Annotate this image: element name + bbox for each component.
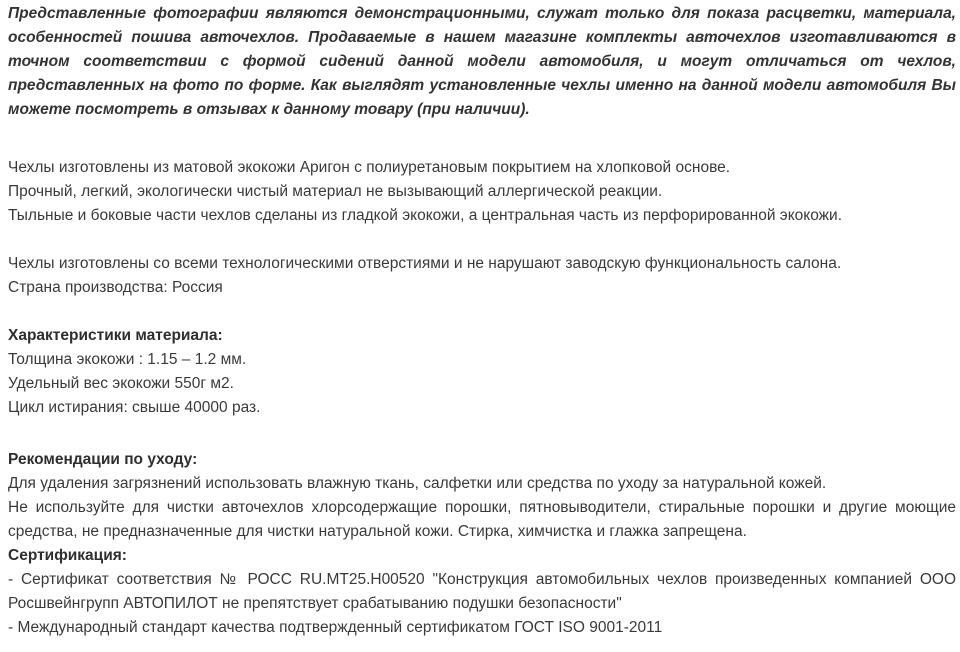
- functionality-line: Чехлы изготовлены со всеми технологическими отверстиями и не нарушают заводскую функциональность салона.: [8, 255, 842, 272]
- certification-section: [8, 544, 956, 640]
- functionality-info: [8, 252, 956, 300]
- certificate-item: - Сертификат соответствия № РОСС RU.MT25.H00520 "Конструкция автомобильных чехлов произведенных компанией ООО Росшвейнгрупп АВТОПИЛОТ не препятствует срабатыванию подушки безопасности": [8, 571, 956, 612]
- material-description: [8, 156, 956, 228]
- characteristic-item: Толщина экокожи : 1.15 – 1.2 мм.: [8, 351, 247, 368]
- material-line: Чехлы изготовлены из матовой экокожи Аригон с полиуретановым покрытием на хлопковой основе.: [8, 159, 731, 176]
- characteristic-item: Удельный вес экокожи 550г м2.: [8, 375, 234, 392]
- material-line: Тыльные и боковые части чехлов сделаны из гладкой экокожи, а центральная часть из перфорированной экокожи.: [8, 207, 843, 224]
- care-section: [8, 448, 956, 544]
- certification-heading: Сертификация:: [8, 547, 127, 564]
- care-line: Для удаления загрязнений использовать влажную ткань, салфетки или средства по уходу за натуральной кожей.: [8, 475, 827, 492]
- characteristics-section: [8, 324, 956, 420]
- care-heading: Рекомендации по уходу:: [8, 451, 198, 468]
- spacer: [8, 228, 956, 252]
- care-warning: Не используйте для чистки авточехлов хлорсодержащие порошки, пятновыводители, стиральные порошки и другие моющие средства, не предназначенные для чистки натуральной кожи. Стирка, химчистка и глажка запрещена.: [8, 499, 956, 540]
- material-line: Прочный, легкий, экологически чистый материал не вызывающий аллергической реакции.: [8, 183, 663, 200]
- photo-disclaimer: Представленные фотографии являются демонстрационными, служат только для показа расцветки, материала, особенностей пошива авточехлов. Продаваемые в нашем магазине комплекты авточехлов изготавливаются в точном соответствии с формой сидений данной модели автомобиля, и могут отличаться от чехлов, представленных на фото по форме. Как выглядят установленные чехлы именно на данной модели автомобиля Вы можете посмотреть в отзывах к данному товару (при наличии).: [8, 5, 956, 118]
- spacer: [8, 122, 956, 156]
- characteristic-item: Цикл истирания: свыше 40000 раз.: [8, 399, 261, 416]
- country-of-origin: Страна производства: Россия: [8, 279, 223, 296]
- spacer: [8, 300, 956, 324]
- spacer: [8, 420, 956, 448]
- certificate-item: - Международный стандарт качества подтвержденный сертификатом ГОСТ ISO 9001-2011: [8, 619, 663, 636]
- characteristics-heading: Характеристики материала:: [8, 327, 223, 344]
